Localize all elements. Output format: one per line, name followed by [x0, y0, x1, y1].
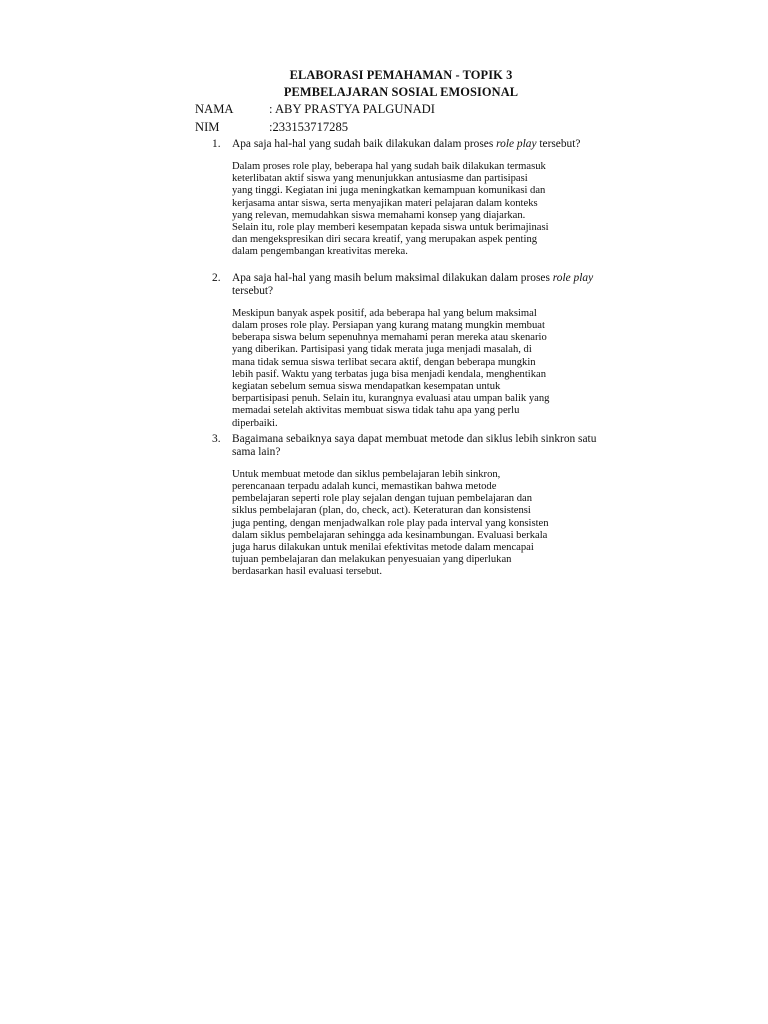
- answer-line: mana tidak semua siswa terlibat secara aktif, dengan beberapa mungkin: [232, 356, 536, 368]
- answer-line: diperbaiki.: [232, 417, 278, 429]
- answer-line: juga harus dilakukan untuk menilai efektivitas metode dalam mencapai: [232, 542, 534, 554]
- answer-line: yang diberikan. Partisipasi yang tidak merata juga menjadi masalah, di: [232, 344, 532, 356]
- answer-2: [212, 308, 614, 430]
- answer-line: berdasarkan hasil evaluasi tersebut.: [232, 566, 383, 578]
- answer-line: beberapa siswa belum sepenuhnya memahami peran mereka atau skenario: [232, 332, 547, 344]
- answer-line: kegiatan sebelum semua siswa mendapatkan kesempatan untuk: [232, 381, 501, 393]
- answer-line: yang relevan, memudahkan siswa memahami konsep yang diajarkan.: [232, 209, 526, 221]
- question-3: [212, 433, 614, 459]
- answer-line: keterlibatan aktif siswa yang menunjukkan antusiasme dan partisipasi: [232, 173, 528, 185]
- question-text-end: tersebut?: [536, 138, 581, 150]
- answer-line: yang tinggi. Kegiatan ini juga meningkatkan kemampuan komunikasi dan: [232, 185, 546, 197]
- answer-line: dalam siklus pembelajaran sehingga ada kesinambungan. Evaluasi berkala: [232, 529, 548, 541]
- question-1: [212, 138, 614, 151]
- answer-line: kerjasama antar siswa, serta menyajikan materi pelajaran dalam konteks: [232, 197, 538, 209]
- answer-line: dan mengekspresikan diri secara kreatif, yang merupakan aspek penting: [232, 234, 538, 246]
- qa-item-2: [212, 272, 614, 430]
- answer-line: Meskipun banyak aspek positif, ada beberapa hal yang belum maksimal: [232, 307, 537, 319]
- question-number: 1.: [212, 138, 221, 150]
- nim-label: NIM: [195, 120, 220, 134]
- answer-line: dalam proses role play. Persiapan yang kurang matang mungkin membuat: [232, 320, 545, 332]
- answer-line: pembelajaran seperti role play sejalan dengan tujuan pembelajaran dan: [232, 493, 533, 505]
- answer-1: [212, 161, 614, 259]
- question-2: [212, 272, 614, 298]
- answer-3: [212, 469, 614, 579]
- answer-line: siklus pembelajaran (plan, do, check, act). Keteraturan dan konsistensi: [232, 505, 531, 517]
- document-title: ELABORASI PEMAHAMAN - TOPIK 3: [289, 68, 513, 82]
- question-italic-term: role play: [552, 272, 594, 284]
- nim-value: :233153717285: [269, 120, 349, 134]
- answer-line: Selain itu, role play memberi kesempatan kepada siswa untuk berimajinasi: [232, 221, 549, 233]
- question-number: 2.: [212, 272, 221, 284]
- question-text: Apa saja hal-hal yang masih belum maksimal dilakukan dalam proses: [232, 272, 553, 284]
- qa-item-3: [212, 433, 614, 579]
- name-row: [195, 102, 435, 117]
- question-text: Apa saja hal-hal yang sudah baik dilakukan dalam proses: [232, 138, 497, 150]
- document-subtitle: PEMBELAJARAN SOSIAL EMOSIONAL: [283, 85, 519, 99]
- answer-line: Untuk membuat metode dan siklus pembelajaran lebih sinkron,: [232, 468, 501, 480]
- answer-line: Dalam proses role play, beberapa hal yang sudah baik dilakukan termasuk: [232, 160, 546, 172]
- answer-line: lebih pasif. Waktu yang terbatas juga bisa menjadi kendala, menghentikan: [232, 368, 547, 380]
- answer-line: juga penting, dengan menjadwalkan role play pada interval yang konsisten: [232, 517, 549, 529]
- question-italic-term: role play: [496, 138, 537, 150]
- name-value: : ABY PRASTYA PALGUNADI: [269, 102, 435, 116]
- qa-item-1: [212, 138, 614, 259]
- answer-line: tujuan pembelajaran dan melakukan penyesuaian yang diperlukan: [232, 554, 512, 566]
- nim-row: [195, 120, 348, 135]
- name-label: NAMA: [195, 102, 234, 116]
- answer-line: dalam pengembangan kreativitas mereka.: [232, 246, 408, 258]
- question-text: Bagaimana sebaiknya saya dapat membuat metode dan siklus lebih sinkron satu sama lain?: [232, 433, 597, 458]
- answer-line: memadai setelah aktivitas membuat siswa tidak tahu apa yang perlu: [232, 405, 520, 417]
- question-text-end: tersebut?: [232, 284, 274, 297]
- question-number: 3.: [212, 433, 221, 445]
- answer-line: perencanaan terpadu adalah kunci, memastikan bahwa metode: [232, 481, 497, 493]
- answer-line: berpartisipasi penuh. Selain itu, kurangnya evaluasi atau umpan balik yang: [232, 393, 550, 405]
